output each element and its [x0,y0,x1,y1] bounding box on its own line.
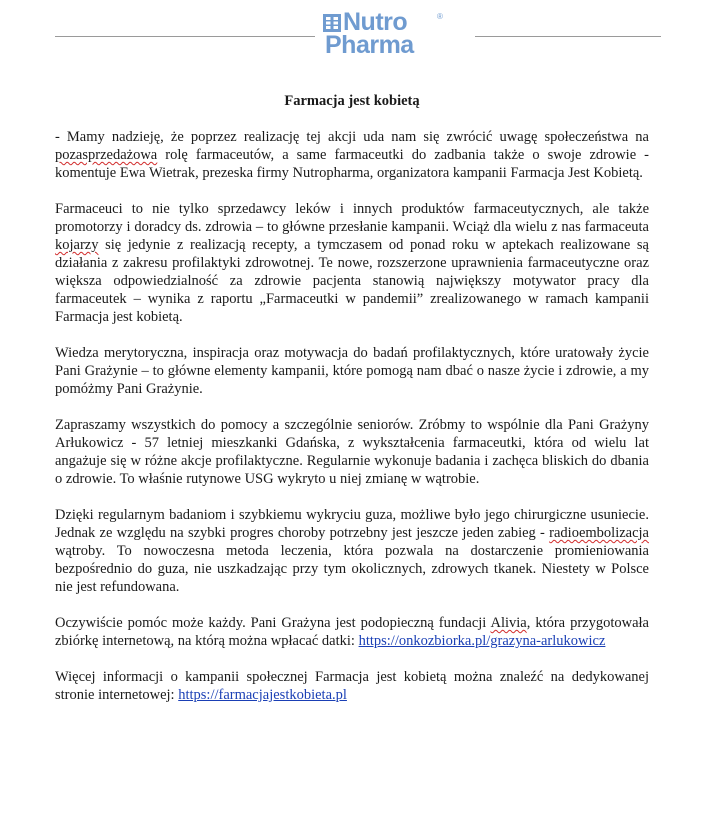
document-body [55,92,649,722]
logo-text-line2: Pharma [325,31,414,59]
text-run: - Mamy nadzieję, że poprzez realizację tej akcji uda nam się zwrócić uwagę społeczeństwa na [55,129,649,145]
text-run: Oczywiście pomóc może każdy. Pani Grażyna jest podopieczną fundacji [55,615,491,631]
text-run: wątroby. To nowoczesna metoda leczenia, która pozwala na dostarczenie promieniowania bezpośrednio do guza, nie uszkadzając przy tym okolicznych, zdrowych tkanek. Niestety w Polsce nie jest refundowana. [55,543,649,595]
paragraph [55,128,649,182]
nutropharma-logo [323,8,473,60]
document-header [55,8,661,60]
paragraph [55,416,649,488]
text-run: , która przygotowała zbiórkę internetową, na którą można wpłacać datki: [55,615,649,649]
paragraph [55,614,649,650]
text-run: Więcej informacji o kampanii społecznej Farmacja jest kobietą można znaleźć na dedykowanej stronie internetowej: [55,669,649,703]
text-run: Farmaceuci to nie tylko sprzedawcy leków i innych produktów farmaceutycznych, ale także promotorzy i doradcy ds. zdrowia – to główne przesłanie kampanii. Wciąż dla wielu z nas farmaceuta [55,201,649,235]
logo-mark-icon [323,14,341,32]
paragraph-list [55,128,649,704]
text-run: rolę farmaceutów, a same farmaceutki do zadbania także o swoje zdrowie - komentuje Ewa Wietrak, prezeska firmy Nutropharma, organizatora kampanii Farmacja Jest Kobietą. [55,147,649,181]
paragraph [55,668,649,704]
paragraph [55,200,649,326]
logo-registered-mark: ® [437,12,443,21]
header-rule-right [475,36,661,37]
logo-text-line1: Nutro [343,8,408,36]
spellcheck-flagged-word: Alivia [490,615,527,631]
header-rule-left [55,36,315,37]
text-run: Dzięki regularnym badaniom i szybkiemu wykryciu guza, możliwe było jego chirurgiczne usuniecie. Jednak ze względu na szybki progres choroby potrzebny jest jeszcze jeden zabieg - [55,507,649,541]
document-title: Farmacja jest kobietą [284,93,420,109]
spellcheck-flagged-word: radioembolizacja [549,525,649,541]
web-link[interactable]: https://onkozbiorka.pl/grazyna-arlukowicz [358,633,606,649]
text-run: Zapraszamy wszystkich do pomocy a szczególnie seniorów. Zróbmy to wspólnie dla Pani Grażyny Arłukowicz - 57 letniej mieszkanki Gdańska, z wykształcenia farmaceutki, która od wielu lat angażuje się w różne akcje profilaktyczne. Regularnie wykonuje badania i zachęca bliskich do dbania o zdrowie. To właśnie rutynowe USG wykryto u niej zmianę w wątrobie. [55,417,649,487]
paragraph [55,506,649,596]
text-run: się jedynie z realizacją recepty, a tymczasem od ponad roku w aptekach realizowane są działania z zakresu profilaktyki zdrowotnej. Te nowe, rozszerzone uprawnienia farmaceutyczne oraz większa odpowiedzialność za zdrowie pacjenta stanowią największy motywator pracy dla farmaceutek – wynika z raportu „Farmaceutki w pandemii” zrealizowanego w ramach kampanii Farmacja jest kobietą. [55,237,649,325]
text-run: Wiedza merytoryczna, inspiracja oraz motywacja do badań profilaktycznych, które uratowały życie Pani Grażynie – to główne elementy kampanii, które pomogą nam dbać o nasze życie i zdrowie, a my pomóżmy Pani Grażynie. [55,345,649,397]
paragraph [55,344,649,398]
spellcheck-flagged-word: kojarzy [55,237,99,253]
web-link[interactable]: https://farmacjajestkobieta.pl [178,687,347,703]
spellcheck-flagged-word: pozasprzedażowa [55,147,158,163]
